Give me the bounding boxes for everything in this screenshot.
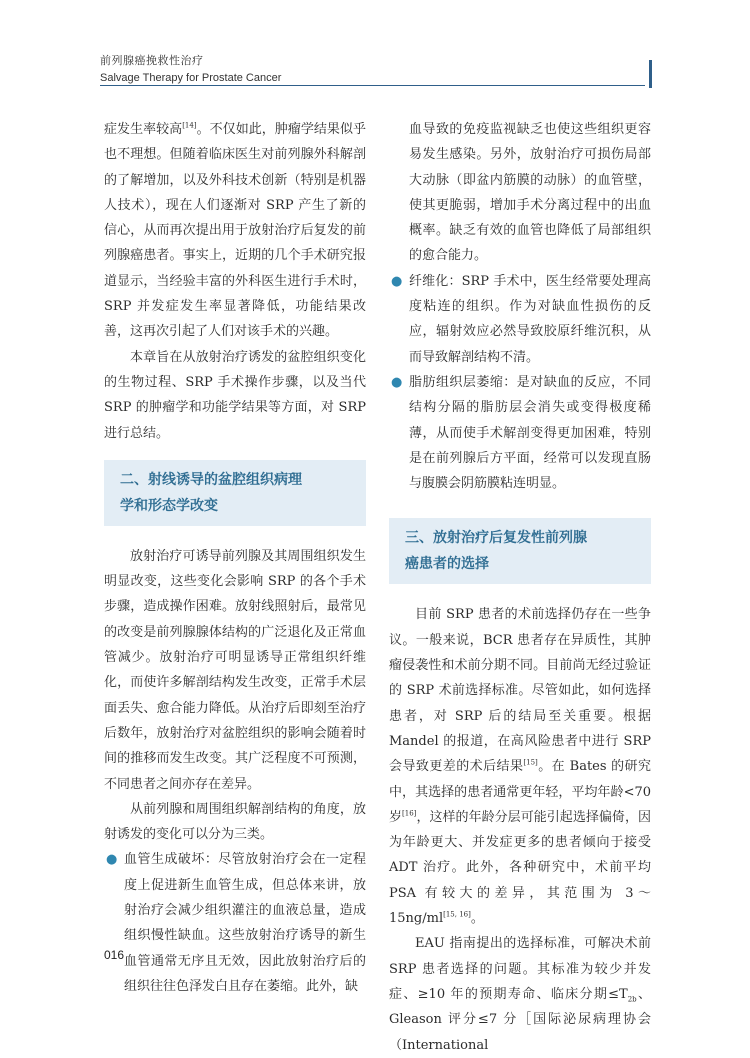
text-run: 症发生率较高 xyxy=(104,122,183,137)
paragraph-intro xyxy=(104,117,366,345)
paragraph-classification: 从前列腺和周围组织解剖结构的角度，放射诱发的变化可以分为三类。 xyxy=(104,801,366,843)
paragraph-radiation-changes: 放射治疗可诱导前列腺及其周围组织发生明显改变，这些变化会影响 SRP 的各个手术步骤，造成操作困难。放射线照射后，最常见的改变是前列腺腺体结构的广泛退化及正常血管减少。放射治疗可明显诱导正常组织纤维化，而使许多解剖结构发生改变，正常手术层面丢失、愈合能力降低。从治疗后即刻至治疗后数年，放射治疗对盆腔组织的影响会随着时间的推移而发生改变。其广泛程度不可预测，不同患者之间亦存在差异。 xyxy=(104,548,366,792)
header-accent-bar xyxy=(649,60,652,88)
list-item xyxy=(389,117,651,269)
bullet-icon: ● xyxy=(391,374,403,390)
section-heading-2-line2: 学和形态学改变 xyxy=(120,497,218,514)
citation-ref: [14] xyxy=(182,121,197,130)
text-run: EAU 指南提出的选择标准，可解决术前 SRP 患者选择的问题。其标准为较少并发症、≥10 年的预期寿命、临床分期≤T xyxy=(389,936,651,1002)
list-item-text: 脂肪组织层萎缩：是对缺血的反应，不同结构分隔的脂肪层会消失或变得极度稀薄，从而使手术解剖变得更加困难，特别是在前列腺后方平面，经常可以发现直肠与腹膜会阴筋膜粘连明显。 xyxy=(409,374,651,492)
section-heading-3-line2: 癌患者的选择 xyxy=(405,556,489,573)
text-run: 。不仅如此，肿瘤学结果似乎也不理想。但随着临床医生对前列腺外科解剖的了解增加，以及外科技术创新（特别是机器人技术），现在人们逐渐对 SRP 产生了新的信心，从而再次提出用于放射治疗后复发的前列腺癌患者。事实上，近期的几个手术研究报道显示，当经验丰富的外科医生进行手术时，SRP 并发症发生率显著降低，功能结果改善，这再次引起了人们对该手术的兴趣。 xyxy=(104,122,366,340)
header-title-cn: 前列腺癌挽救性治疗 xyxy=(100,54,204,67)
bullet-icon: ● xyxy=(391,273,403,289)
section-heading-2-line1: 二、射线诱导的盆腔组织病理 xyxy=(120,471,302,488)
list-item-text: 血管生成破坏：尽管放射治疗会在一定程度上促进新生血管生成，但总体来讲，放射治疗会减少组织灌注的血液总量，造成组织慢性缺血。这些放射治疗诱导的新生血管通常无序且无效，因此放射治疗后的组织往往色泽发白且存在萎缩。此外，缺 xyxy=(124,852,366,994)
right-column xyxy=(389,117,651,1058)
text-run: 目前 SRP 患者的术前选择仍存在一些争议。一般来说，BCR 患者存在异质性，其肿瘤侵袭性和术前分期不同。目前尚无经过验证的 SRP 术前选择标准。尽管如此，如何选择患者，对 SRP 后的结局至关重要。根据 Mandel 的报道，在高风险患者中进行 SRP 会导致更差的术后结果 xyxy=(389,607,651,775)
header-title-en: Salvage Therapy for Prostate Cancer xyxy=(100,72,282,84)
text-run: ，这样的年龄分层可能引起选择偏倚，因为年龄更大、并发症更多的患者倾向于接受 ADT 治疗。此外，各种研究中，术前平均 PSA 有较大的差异，其范围为 3～15ng/ml xyxy=(389,809,651,927)
section-heading-2 xyxy=(104,460,366,526)
paragraph-patient-selection xyxy=(389,602,651,931)
paragraph-aim: 本章旨在从放射治疗诱发的盆腔组织变化的生物过程、SRP 手术操作步骤，以及当代 SRP 的肿瘤学和功能学结果等方面，对 SRP 进行总结。 xyxy=(104,349,366,441)
bullet-list xyxy=(389,117,651,496)
page-number: 016 xyxy=(104,948,125,962)
list-item xyxy=(389,370,651,496)
running-header xyxy=(100,52,650,84)
paragraph-eau-criteria xyxy=(389,931,651,1057)
text-run: 。在 Bates 的研究中，其选择的患者通常更年轻，平均年龄<70 岁 xyxy=(389,759,651,825)
citation-ref: [16] xyxy=(402,809,417,818)
text-run: 。 xyxy=(470,911,484,927)
list-item-text: 血导致的免疫监视缺乏也使这些组织更容易发生感染。另外，放射治疗可损伤局部大动脉（即盆内筋膜的动脉）的血管壁，使其更脆弱，增加手术分离过程中的出血概率。缺乏有效的血管也降低了局部组织的愈合能力。 xyxy=(409,122,651,264)
text-run: 、Gleason 评分≤7 分［国际泌尿病理协会（International xyxy=(389,986,651,1053)
bullet-icon: ● xyxy=(106,852,118,868)
list-item xyxy=(104,847,366,999)
list-item xyxy=(389,269,651,370)
stage-subscript: 2b xyxy=(627,995,637,1004)
header-divider xyxy=(100,85,645,86)
list-item-text: 纤维化：SRP 手术中，医生经常要处理高度粘连的组织。作为对缺血性损伤的反应，辐射效应必然导致胶原纤维沉积，从而导致解剖结构不清。 xyxy=(409,273,651,365)
bullet-list xyxy=(104,847,366,999)
section-heading-3 xyxy=(389,518,651,584)
citation-ref: [15] xyxy=(523,758,538,767)
citation-ref: [15, 16] xyxy=(443,910,471,919)
left-column xyxy=(104,117,366,999)
section-heading-3-line1: 三、放射治疗后复发性前列腺 xyxy=(405,530,587,547)
